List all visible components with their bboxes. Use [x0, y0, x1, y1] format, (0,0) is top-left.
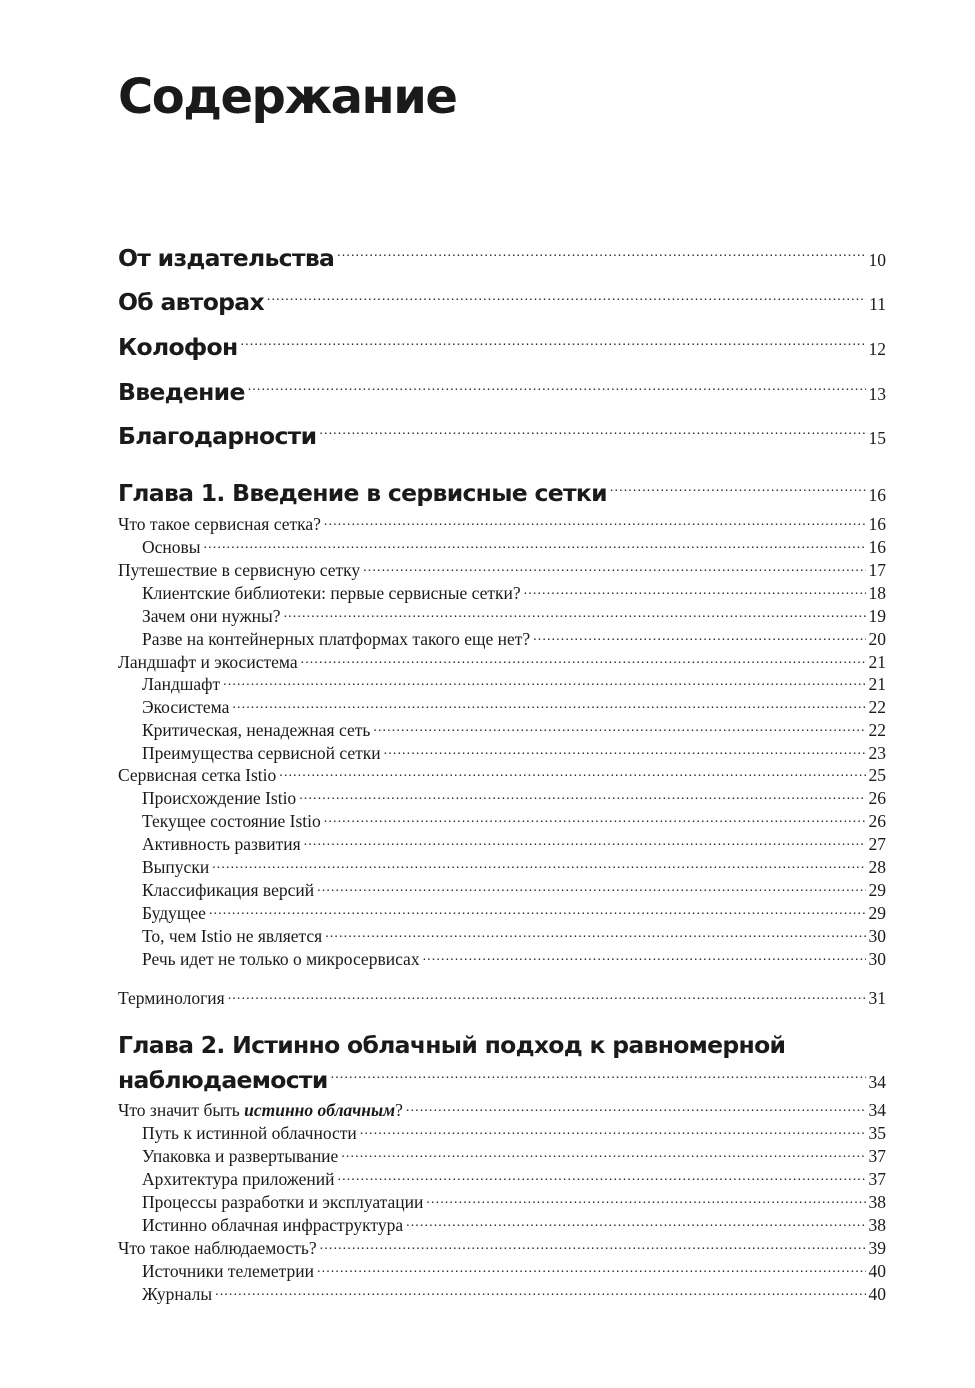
dot-leader	[204, 535, 866, 553]
toc-entry-label: Колофон	[118, 333, 238, 361]
toc-entry-label: Ландшафт	[142, 673, 221, 694]
toc-entry-label: Зачем они нужны?	[142, 605, 281, 626]
dot-leader	[610, 484, 866, 502]
toc-page-number: 16	[868, 513, 886, 534]
dot-leader	[325, 924, 865, 942]
toc-entry-label: Упаковка и развертывание	[142, 1145, 339, 1166]
dot-leader	[232, 695, 865, 713]
toc-page-number: 16	[868, 485, 886, 505]
dot-leader	[212, 855, 865, 873]
toc-page-number: 40	[868, 1260, 886, 1281]
toc-entry-label: Выпуски	[142, 856, 210, 877]
dot-leader	[284, 604, 866, 622]
dot-leader	[209, 901, 866, 919]
toc-entry-label: Клиентские библиотеки: первые сервисные сетки?	[142, 582, 521, 603]
toc-chapter-title: Глава 1. Введение в сервисные сетки	[118, 479, 607, 507]
dot-leader	[363, 558, 865, 576]
toc-entry-label: Текущее состояние Istio	[142, 810, 321, 831]
dot-leader	[304, 832, 866, 850]
toc-page-number: 30	[868, 925, 886, 946]
toc-page-number: 37	[868, 1168, 886, 1189]
dot-leader	[331, 1071, 866, 1089]
toc-entry-label: Путь к истинной облачности	[142, 1122, 357, 1143]
dot-leader	[279, 763, 865, 781]
dot-leader	[267, 293, 866, 311]
toc-entry-publisher[interactable]	[118, 242, 886, 274]
toc-subsection[interactable]	[118, 741, 886, 763]
toc-entry-label: Основы	[142, 536, 201, 557]
toc-subsection[interactable]	[118, 672, 886, 694]
toc-subsection[interactable]	[118, 627, 886, 649]
toc-entry-label: Источники телеметрии	[142, 1260, 314, 1281]
toc-entry-acknowledgements[interactable]	[118, 420, 886, 452]
toc-entry-label: Об авторах	[118, 288, 264, 316]
toc-entry-label: Речь идет не только о микросервисах	[142, 948, 420, 969]
toc-entry-label: Благодарности	[118, 422, 317, 450]
toc-entry-label: Активность развития	[142, 833, 301, 854]
toc-entry-label: То, чем Istio не является	[142, 925, 323, 946]
toc-page-number: 34	[868, 1072, 886, 1092]
toc-page-number: 23	[868, 742, 886, 763]
toc-section[interactable]	[118, 986, 886, 1008]
toc-subsection[interactable]	[118, 1121, 886, 1143]
toc-page-number: 34	[868, 1099, 886, 1120]
toc-page-number: 10	[868, 250, 886, 270]
toc-subsection[interactable]	[118, 901, 886, 923]
toc-subsection[interactable]	[118, 1167, 886, 1189]
dot-leader	[215, 1282, 865, 1300]
dot-leader	[223, 672, 865, 690]
toc-entry-suffix: ?	[395, 1099, 403, 1120]
toc-entry-label: Ландшафт и экосистема	[118, 651, 298, 672]
toc-subsection[interactable]	[118, 832, 886, 854]
dot-leader	[317, 878, 865, 896]
toc-entry-emphasis: истинно облачным	[244, 1099, 396, 1120]
dot-leader	[320, 1236, 866, 1254]
dot-leader	[533, 627, 865, 645]
toc-page-number: 12	[868, 339, 886, 359]
toc-entry-label	[118, 1099, 403, 1121]
toc-entry-introduction[interactable]	[118, 376, 886, 408]
dot-leader	[338, 1167, 866, 1185]
toc-entry-label: Введение	[118, 378, 245, 406]
toc-page-number: 20	[868, 628, 886, 649]
toc-entry-colophon[interactable]	[118, 331, 886, 363]
dot-leader	[324, 809, 866, 827]
dot-leader	[373, 718, 865, 736]
dot-leader	[248, 383, 866, 401]
toc-subsection[interactable]	[118, 924, 886, 946]
toc-entry-label: Критическая, ненадежная сеть	[142, 719, 371, 740]
toc-entry-label: Будущее	[142, 902, 206, 923]
toc-page-number: 21	[868, 673, 886, 694]
toc-page-number: 17	[868, 559, 886, 580]
toc-page-number: 19	[868, 605, 886, 626]
dot-leader	[337, 249, 865, 267]
toc-page-number: 38	[868, 1214, 886, 1235]
toc-subsection[interactable]	[118, 1282, 886, 1304]
toc-entry-label: Архитектура приложений	[142, 1168, 335, 1189]
toc-entry-label: Классификация версий	[142, 879, 315, 900]
toc-subsection[interactable]	[118, 809, 886, 831]
page-title: Содержание	[118, 69, 457, 125]
toc-page-number: 35	[868, 1122, 886, 1143]
toc-page-number: 11	[869, 294, 886, 314]
toc-chapter-1[interactable]	[118, 477, 886, 509]
toc-entry-prefix: Что значит быть	[118, 1099, 245, 1120]
toc-section[interactable]	[118, 763, 886, 785]
toc-page-number: 16	[868, 536, 886, 557]
dot-leader	[299, 786, 865, 804]
toc-page-number: 39	[868, 1237, 886, 1258]
toc-page-number: 21	[868, 651, 886, 672]
toc-page-number: 22	[868, 696, 886, 717]
dot-leader	[301, 650, 866, 668]
dot-leader	[524, 581, 866, 599]
toc-subsection[interactable]	[118, 786, 886, 808]
toc-chapter-2-title-line1[interactable]: Глава 2. Истинно облачный подход к равномерной	[118, 1031, 786, 1059]
dot-leader	[360, 1121, 866, 1139]
toc-entry-label: Истинно облачная инфраструктура	[142, 1214, 404, 1235]
toc-subsection[interactable]	[118, 1144, 886, 1166]
dot-leader	[406, 1098, 866, 1116]
toc-page-number: 26	[868, 810, 886, 831]
toc-entry-label: Происхождение Istio	[142, 787, 297, 808]
toc-page-number: 37	[868, 1145, 886, 1166]
toc-entry-label: Терминология	[118, 987, 225, 1008]
toc-subsection[interactable]	[118, 695, 886, 717]
toc-page-number: 15	[868, 428, 886, 448]
toc-section[interactable]	[118, 1236, 886, 1258]
toc-page-number: 18	[868, 582, 886, 603]
toc-section[interactable]	[118, 558, 886, 580]
toc-entry-label: Разве на контейнерных платформах такого еще нет?	[142, 628, 531, 649]
toc-entry-label: Что такое сервисная сетка?	[118, 513, 321, 534]
toc-page-number: 31	[868, 987, 886, 1008]
toc-page-number: 26	[868, 787, 886, 808]
toc-subsection[interactable]	[118, 947, 886, 969]
toc-subsection[interactable]	[118, 855, 886, 877]
toc-page-number: 38	[868, 1191, 886, 1212]
toc-page-number: 22	[868, 719, 886, 740]
toc-entry-label: Что такое наблюдаемость?	[118, 1237, 317, 1258]
toc-subsection[interactable]	[118, 1213, 886, 1235]
toc-subsection[interactable]	[118, 1190, 886, 1212]
toc-page-number: 27	[868, 833, 886, 854]
toc-subsection[interactable]	[118, 581, 886, 603]
toc-page-number: 29	[868, 879, 886, 900]
toc-subsection[interactable]	[118, 1259, 886, 1281]
dot-leader	[317, 1259, 866, 1277]
toc-section[interactable]	[118, 1098, 886, 1120]
toc-page-number: 40	[868, 1283, 886, 1304]
toc-entry-label: Экосистема	[142, 696, 230, 717]
toc-subsection[interactable]	[118, 878, 886, 900]
dot-leader	[241, 338, 866, 356]
toc-entry-label: Преимущества сервисной сетки	[142, 742, 381, 763]
toc-section[interactable]	[118, 650, 886, 672]
dot-leader	[423, 947, 866, 965]
toc-page-number: 25	[868, 764, 886, 785]
toc-page-number: 29	[868, 902, 886, 923]
toc-page-number: 28	[868, 856, 886, 877]
toc-subsection[interactable]	[118, 604, 886, 626]
dot-leader	[426, 1190, 865, 1208]
toc-page-number: 13	[868, 384, 886, 404]
toc-chapter-title: наблюдаемости	[118, 1066, 328, 1094]
toc-entry-label: Сервисная сетка Istio	[118, 764, 277, 785]
toc-entry-label: От издательства	[118, 244, 335, 272]
dot-leader	[406, 1213, 865, 1231]
dot-leader	[384, 741, 866, 759]
toc-subsection[interactable]	[118, 718, 886, 740]
toc-chapter-2[interactable]	[118, 1064, 886, 1096]
dot-leader	[324, 512, 866, 530]
dot-leader	[228, 986, 866, 1004]
toc-page-number: 30	[868, 948, 886, 969]
toc-entry-authors[interactable]	[118, 286, 886, 318]
toc-entry-label: Путешествие в сервисную сетку	[118, 559, 361, 580]
dot-leader	[319, 427, 865, 445]
toc-section[interactable]	[118, 512, 886, 534]
toc-entry-label: Процессы разработки и эксплуатации	[142, 1191, 424, 1212]
toc-entry-label: Журналы	[142, 1283, 213, 1304]
toc-subsection[interactable]	[118, 535, 886, 557]
dot-leader	[341, 1144, 865, 1162]
